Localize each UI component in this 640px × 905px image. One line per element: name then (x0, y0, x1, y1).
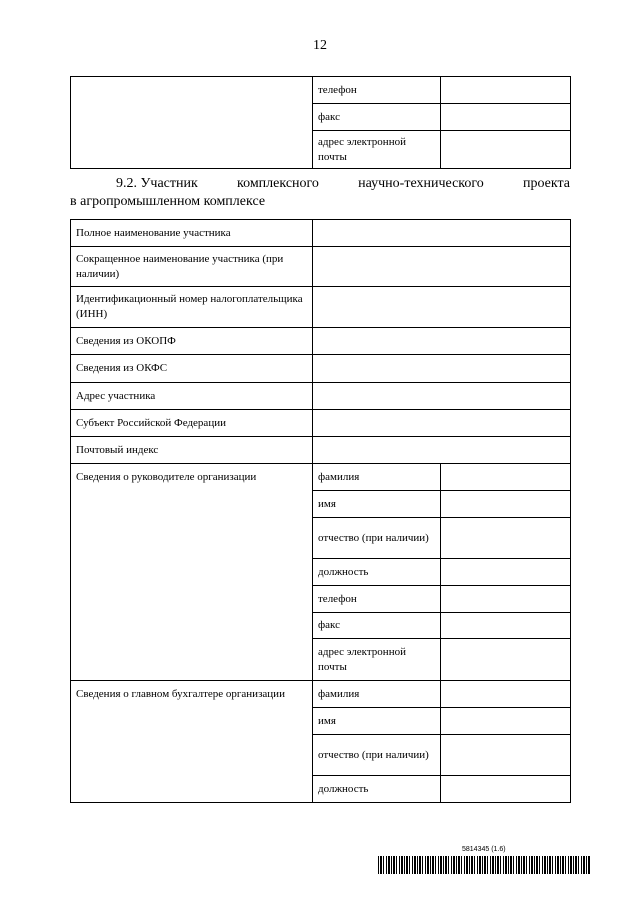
field-label: адрес электронной почты (313, 131, 441, 169)
field-label: Субъект Российской Федерации (71, 410, 313, 437)
table-row (71, 77, 571, 104)
field-label: Сведения из ОКОПФ (71, 328, 313, 355)
field-label: Почтовый индекс (71, 437, 313, 464)
value-cell[interactable] (313, 383, 571, 410)
value-cell[interactable] (441, 491, 571, 518)
subfield-label: фамилия (313, 681, 441, 708)
heading-word: проекта (522, 176, 570, 191)
accountant-section-label: Сведения о главном бухгалтере организации (71, 681, 313, 803)
section-heading (70, 175, 570, 211)
section-heading-line1 (70, 175, 570, 193)
table-row (71, 464, 571, 491)
value-cell[interactable] (441, 77, 571, 104)
page-number: 12 (313, 38, 327, 53)
heading-word: научно-технического (358, 176, 484, 191)
table-row (71, 681, 571, 708)
participant-table (70, 219, 571, 803)
value-cell[interactable] (441, 559, 571, 586)
value-cell[interactable] (313, 437, 571, 464)
table-row (71, 328, 571, 355)
barcode-number: 5814345 (1.6) (462, 846, 506, 853)
barcode-icon (378, 856, 590, 874)
field-label: факс (313, 104, 441, 131)
subfield-label: имя (313, 491, 441, 518)
field-label: Сокращенное наименование участника (при наличии) (71, 247, 313, 287)
value-cell[interactable] (313, 220, 571, 247)
subfield-label: факс (313, 613, 441, 639)
value-cell[interactable] (441, 681, 571, 708)
table-row (71, 410, 571, 437)
value-cell[interactable] (441, 586, 571, 613)
table-row (71, 220, 571, 247)
value-cell[interactable] (441, 639, 571, 681)
heading-word: 9.2. Участник (116, 176, 198, 191)
contact-continuation-table (70, 76, 571, 169)
subfield-label: отчество (при наличии) (313, 518, 441, 559)
subfield-label: отчество (при наличии) (313, 735, 441, 776)
subfield-label: адрес электронной почты (313, 639, 441, 681)
table-row (71, 287, 571, 328)
heading-word: комплексного (237, 176, 319, 191)
head-section-label: Сведения о руководителе организации (71, 464, 313, 681)
value-cell[interactable] (313, 410, 571, 437)
value-cell[interactable] (441, 735, 571, 776)
value-cell[interactable] (313, 355, 571, 383)
subfield-label: имя (313, 708, 441, 735)
subfield-label: фамилия (313, 464, 441, 491)
value-cell[interactable] (313, 328, 571, 355)
field-label: телефон (313, 77, 441, 104)
section-heading-line2: в агропромышленном комплексе (70, 194, 266, 209)
subfield-label: должность (313, 559, 441, 586)
value-cell[interactable] (441, 708, 571, 735)
table-row (71, 247, 571, 287)
document-barcode (378, 846, 590, 876)
table-row (71, 355, 571, 383)
empty-cell (71, 77, 313, 169)
field-label: Полное наименование участника (71, 220, 313, 247)
value-cell[interactable] (313, 287, 571, 328)
field-label: Адрес участника (71, 383, 313, 410)
field-label: Идентификационный номер налогоплательщика (ИНН) (71, 287, 313, 328)
value-cell[interactable] (441, 613, 571, 639)
subfield-label: должность (313, 776, 441, 803)
table-row (71, 383, 571, 410)
field-label: Сведения из ОКФС (71, 355, 313, 383)
value-cell[interactable] (441, 464, 571, 491)
value-cell[interactable] (441, 518, 571, 559)
value-cell[interactable] (441, 131, 571, 169)
value-cell[interactable] (441, 104, 571, 131)
subfield-label: телефон (313, 586, 441, 613)
value-cell[interactable] (441, 776, 571, 803)
value-cell[interactable] (313, 247, 571, 287)
table-row (71, 437, 571, 464)
